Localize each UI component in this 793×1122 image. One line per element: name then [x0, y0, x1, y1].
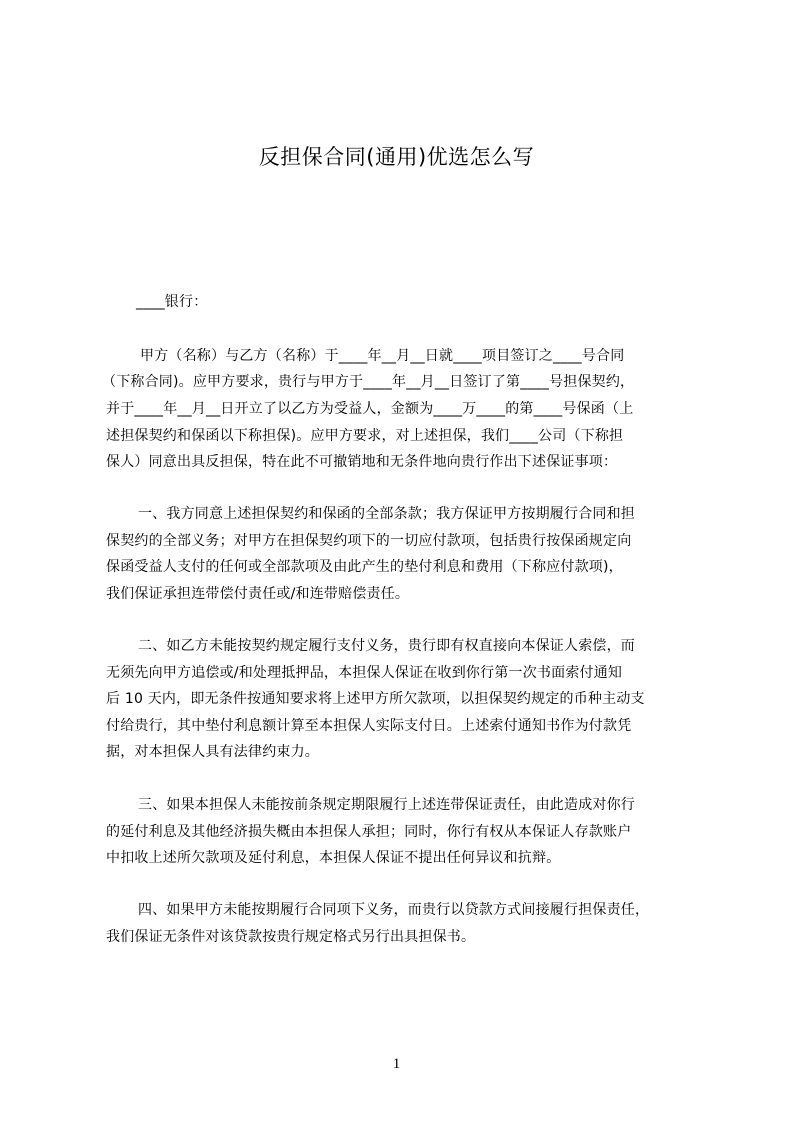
paragraph-3-line-3: 后 10 天内，即无条件按通知要求将上述甲方所欠款项，以担保契约规定的币种主动支 [106, 691, 645, 707]
document-title: 反担保合同(通用)优选怎么写 [258, 145, 535, 169]
paragraph-1-line-5: 保人）同意出具反担保，特在此不可撤销地和无条件地向贵行作出下述保证事项： [106, 454, 618, 470]
paragraph-2-line-4: 我们保证承担连带偿付责任或/和连带赔偿责任。 [106, 586, 410, 602]
paragraph-1-line-1: 甲方（名称）与乙方（名称）于____年__月__日就____项目签订之____号合同 [140, 348, 625, 364]
paragraph-1-line-4: 述担保契约和保函以下称担保)。应甲方要求，对上述担保，我们____公司（下称担 [106, 428, 624, 444]
paragraph-2-line-1: 一、我方同意上述担保契约和保函的全部条款；我方保证甲方按期履行合同和担 [138, 506, 635, 522]
paragraph-5-line-2: 我们保证无条件对该贷款按贵行规定格式另行出具担保书。 [106, 929, 476, 945]
paragraph-3-line-2: 无须先向甲方追偿或/和处理抵押品，本担保人保证在收到你行第一次书面索付通知 [106, 665, 623, 681]
paragraph-2-line-3: 保函受益人支付的任何或全部款项及由此产生的垫付利息和费用（下称应付款项)， [106, 559, 623, 575]
paragraph-5-line-1: 四、如果甲方未能按期履行合同项下义务，而贵行以贷款方式间接履行担保责任， [138, 902, 650, 918]
page-number: 1 [392, 1056, 401, 1072]
paragraph-4-line-3: 中扣收上述所欠款项及延付利息，本担保人保证不提出任何异议和抗辩。 [106, 850, 561, 866]
paragraph-3-line-5: 据，对本担保人具有法律约束力。 [106, 744, 319, 760]
paragraph-4-line-1: 三、如果本担保人未能按前条规定期限履行上述连带保证责任，由此造成对你行 [138, 797, 635, 813]
paragraph-2-line-2: 保契约的全部义务；对甲方在担保契约项下的一切应付款项，包括贵行按保函规定向 [106, 533, 632, 549]
paragraph-4-line-2: 的延付利息及其他经济损失概由本担保人承担；同时，你行有权从本保证人存款账户 [106, 824, 632, 840]
paragraph-1-line-3: 并于____年__月__日开立了以乙方为受益人，金额为____万____的第____号保函（上 [106, 401, 634, 417]
salutation: ____银行： [136, 294, 208, 310]
paragraph-1-line-2: （下称合同)。应甲方要求，贵行与甲方于____年__月__日签订了第____号担保契约， [102, 374, 635, 390]
paragraph-3-line-1: 二、如乙方未能按契约规定履行支付义务，贵行即有权直接向本保证人索偿，而 [138, 638, 635, 654]
paragraph-3-line-4: 付给贵行，其中垫付利息额计算至本担保人实际支付日。上述索付通知书作为付款凭 [106, 718, 632, 734]
